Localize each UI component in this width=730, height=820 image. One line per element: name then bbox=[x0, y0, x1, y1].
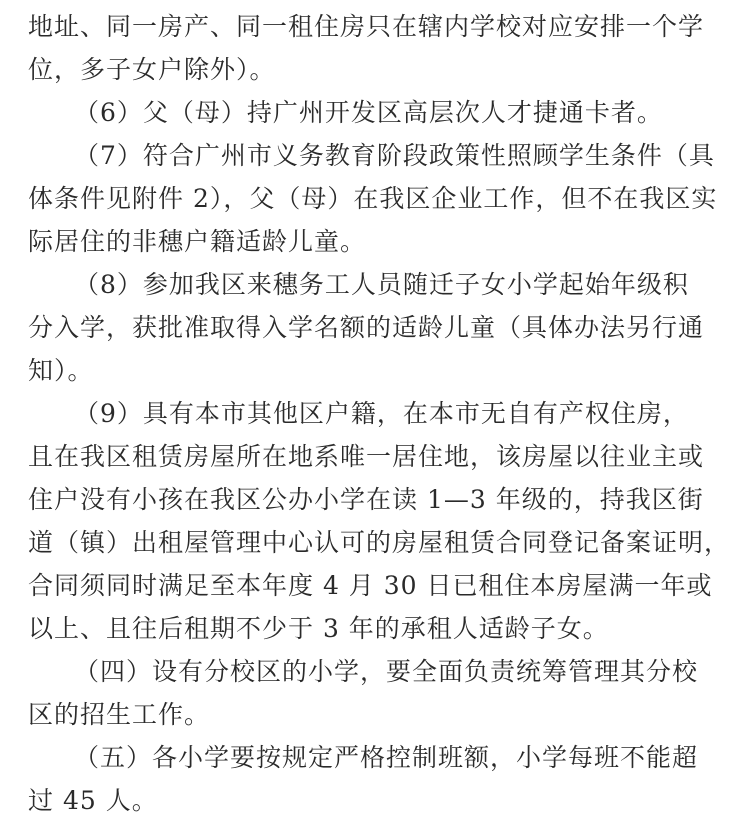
text-line-19: 过 45 人。 bbox=[28, 786, 158, 815]
text-line-6: 际居住的非穗户籍适龄儿童。 bbox=[28, 227, 367, 256]
text-line-3: （6）父（母）持广州开发区高层次人才捷通卡者。 bbox=[74, 98, 663, 127]
text-line-4: （7）符合广州市义务教育阶段政策性照顾学生条件（具 bbox=[74, 141, 715, 170]
text-line-11: 且在我区租赁房屋所在地系唯一居住地，该房屋以往业主或 bbox=[28, 442, 705, 471]
text-line-16: （四）设有分校区的小学，要全面负责统筹管理其分校 bbox=[74, 657, 699, 686]
text-line-13: 道（镇）出租屋管理中心认可的房屋租赁合同登记备案证明， bbox=[28, 528, 730, 557]
text-line-12: 住户没有小孩在我区公办小学在读 1—3 年级的，持我区街 bbox=[28, 485, 704, 514]
text-line-8: 分入学，获批准取得入学名额的适龄儿童（具体办法另行通 bbox=[28, 313, 705, 342]
text-line-5: 体条件见附件 2），父（母）在我区企业工作，但不在我区实 bbox=[28, 184, 718, 213]
text-line-14: 合同须同时满足至本年度 4 月 30 日已租住本房屋满一年或 bbox=[28, 571, 713, 600]
text-line-1: 地址、同一房产、同一租住房只在辖内学校对应安排一个学 bbox=[28, 12, 705, 41]
text-line-7: （8）参加我区来穗务工人员随迁子女小学起始年级积 bbox=[74, 270, 689, 299]
text-line-17: 区的招生工作。 bbox=[28, 700, 211, 729]
text-line-10: （9）具有本市其他区户籍，在本市无自有产权住房， bbox=[74, 399, 689, 428]
text-line-9: 知）。 bbox=[28, 356, 94, 385]
text-line-15: 以上、且往后租期不少于 3 年的承租人适龄子女。 bbox=[28, 614, 609, 643]
text-line-18: （五）各小学要按规定严格控制班额，小学每班不能超 bbox=[74, 743, 699, 772]
text-line-2: 位，多子女户除外）。 bbox=[28, 55, 276, 84]
